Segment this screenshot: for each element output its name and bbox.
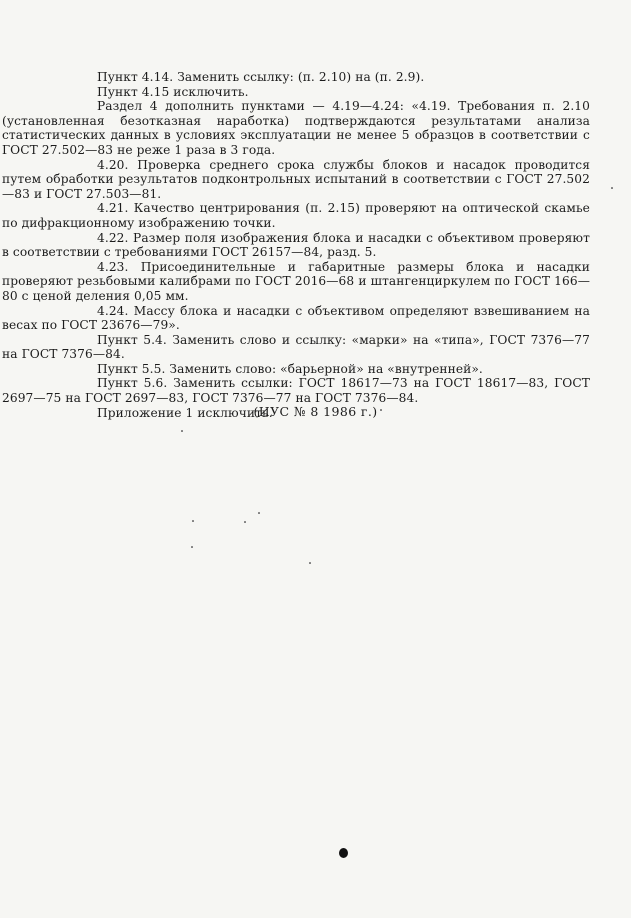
paragraph-5-6: Пункт 5.6. Заменить ссылки: ГОСТ 18617—73 на ГОСТ 18617—83, ГОСТ 2697—75 на ГОСТ 2697—83, ГОСТ 7376—77 на ГОСТ 7376—84.: [2, 376, 590, 406]
scan-speck: [181, 430, 183, 432]
paragraph-4-21: 4.21. Качество центрирования (п. 2.15) проверяют на оптической скамье по дифракционному изображению точки.: [2, 201, 590, 230]
paragraph-5-4: Пункт 5.4. Заменить слово и ссылку: «марки» на «типа», ГОСТ 7376—77 на ГОСТ 7376—84.: [2, 332, 590, 362]
paragraph-4-20: 4.20. Проверка среднего срока службы блоков и насадок проводится путем обработки результатов подконтрольных испытаний в соответствии с ГОСТ 27.502—83 и ГОСТ 27.503—81.: [2, 157, 590, 201]
scan-speck: [192, 520, 194, 522]
scan-speck: [611, 187, 613, 189]
paragraph-4-14: Пункт 4.14. Заменить ссылку: (п. 2.10) на (п. 2.9).: [97, 70, 425, 84]
paragraph-section-4: Раздел 4 дополнить пунктами — 4.19—4.24: «4.19. Требования п. 2.10 (установленная безотказная наработка) подтверждаются результатами анализа статистических данных в условиях эксплуатации не менее 5 образцов в соответствии с ГОСТ 27.502—83 не реже 1 раза в 3 года.: [2, 99, 590, 157]
paragraph-4-24: 4.24. Массу блока и насадки с объективом определяют взвешиванием на весах по ГОСТ 23676—79».: [2, 303, 590, 333]
ink-dot: [339, 848, 348, 858]
document-body: [2, 70, 590, 420]
paragraph-4-15: Пункт 4.15 исключить.: [97, 84, 249, 99]
paragraph-4-22: 4.22. Размер поля изображения блока и насадки с объективом проверяют в соответствии с требованиями ГОСТ 26157—84, разд. 5.: [2, 230, 590, 260]
scan-speck: [258, 512, 260, 514]
source-reference: (ИУС № 8 1986 г.): [253, 404, 378, 419]
paragraph-5-5: Пункт 5.5. Заменить слово: «барьерной» на «внутренней».: [97, 361, 483, 376]
scan-speck: [191, 546, 193, 548]
paragraph-appendix: Приложение 1 исключить.: [97, 405, 273, 420]
paragraph-4-23: 4.23. Присоединительные и габаритные размеры блока и насадки проверяют резьбовыми калибрами по ГОСТ 2016—68 и штангенциркулем по ГОСТ 166—80 с ценой деления 0,05 мм.: [2, 259, 590, 303]
scan-speck: [380, 409, 382, 411]
scan-speck: [309, 562, 311, 564]
scan-speck: [244, 521, 246, 523]
